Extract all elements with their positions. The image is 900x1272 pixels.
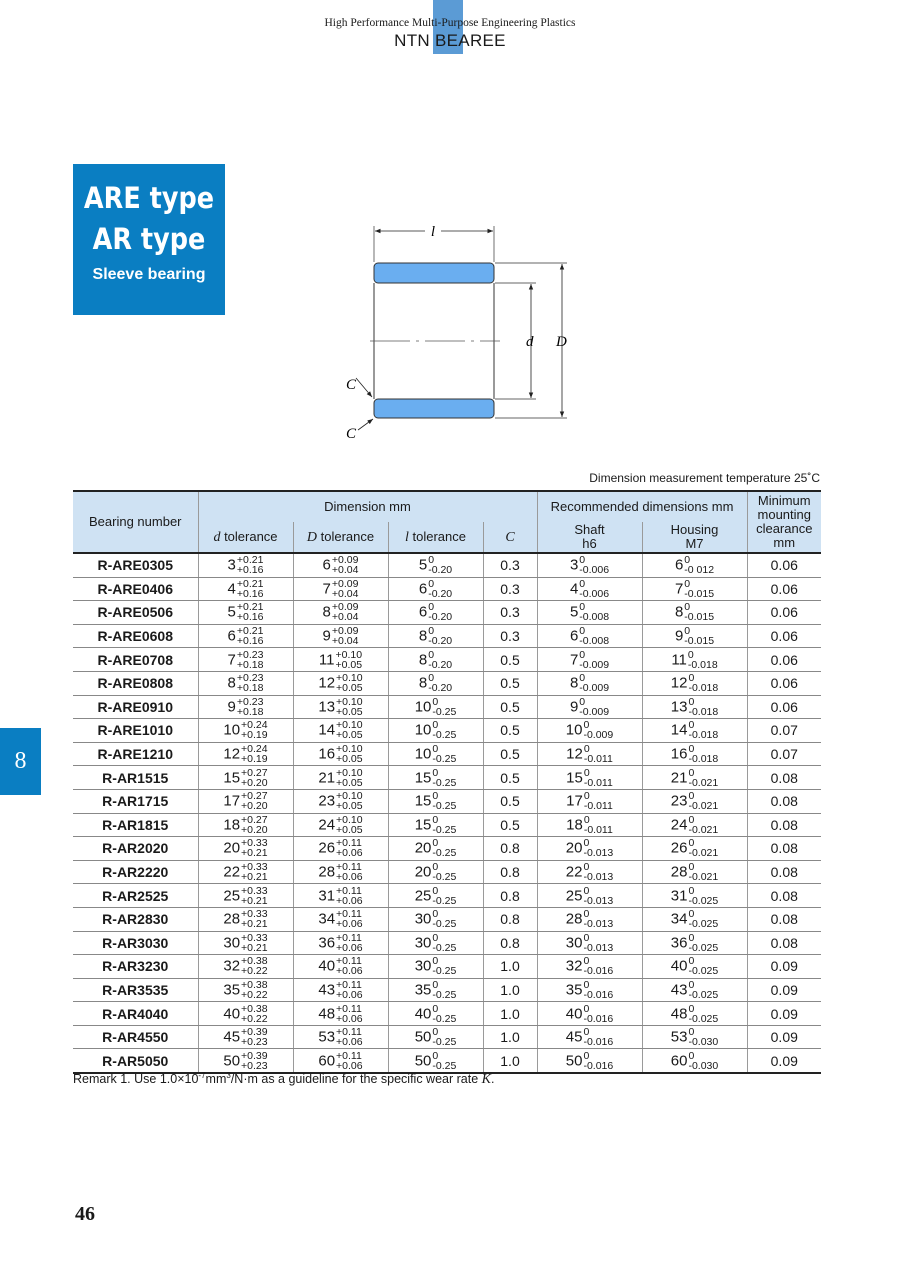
clearance-cell: 0.08 (747, 884, 821, 908)
l-tolerance-cell: 20 0 -0.25 (388, 860, 483, 884)
c-cell: 0.5 (483, 789, 537, 813)
housing-cell: 43 0 -0.025 (642, 978, 747, 1002)
shaft-cell: 12 0 -0.011 (537, 742, 642, 766)
bearing-number-cell: R-AR2020 (73, 837, 198, 861)
bearing-number-cell: R-ARE0808 (73, 671, 198, 695)
d-tolerance-cell: 17 +0.27 +0.20 (198, 789, 293, 813)
table-row (73, 766, 821, 790)
housing-cell: 28 0 -0.021 (642, 860, 747, 884)
c-cell: 0.5 (483, 742, 537, 766)
table-row (73, 1049, 821, 1073)
d-tolerance-cell: 40 +0.38 +0.22 (198, 1002, 293, 1026)
header-min-clearance: Minimum mounting clearance mm (747, 491, 821, 553)
D-tolerance-cell: 14 +0.10 +0.05 (293, 719, 388, 743)
bearing-number-cell: R-AR3030 (73, 931, 198, 955)
d-tolerance-cell: 45 +0.39 +0.23 (198, 1025, 293, 1049)
housing-cell: 48 0 -0.025 (642, 1002, 747, 1026)
D-tolerance-cell: 36 +0.11 +0.06 (293, 931, 388, 955)
bearing-number-cell: R-ARE0406 (73, 577, 198, 601)
c-cell: 0.8 (483, 931, 537, 955)
shaft-cell: 45 0 -0.016 (537, 1025, 642, 1049)
bearing-number-cell: R-AR1515 (73, 766, 198, 790)
c-cell: 0.5 (483, 695, 537, 719)
l-tolerance-cell: 5 0 -0.20 (388, 553, 483, 577)
housing-cell: 34 0 -0.025 (642, 907, 747, 931)
D-tolerance-cell: 11 +0.10 +0.05 (293, 648, 388, 672)
l-tolerance-cell: 25 0 -0.25 (388, 884, 483, 908)
clearance-cell: 0.09 (747, 1025, 821, 1049)
housing-cell: 31 0 -0.025 (642, 884, 747, 908)
D-tolerance-cell: 8 +0.09 +0.04 (293, 601, 388, 625)
shaft-cell: 10 0 -0.009 (537, 719, 642, 743)
housing-cell: 12 0 -0.018 (642, 671, 747, 695)
clearance-cell: 0.08 (747, 766, 821, 790)
d-tolerance-cell: 8 +0.23 +0.18 (198, 671, 293, 695)
c-cell: 0.3 (483, 577, 537, 601)
c-cell: 0.5 (483, 813, 537, 837)
c-cell: 0.3 (483, 601, 537, 625)
bearing-number-cell: R-AR3230 (73, 955, 198, 979)
sleeve-wall-bottom (374, 399, 494, 418)
d-tolerance-cell: 32 +0.38 +0.22 (198, 955, 293, 979)
D-tolerance-cell: 26 +0.11 +0.06 (293, 837, 388, 861)
label-d: d (526, 334, 534, 350)
header-bearing-number: Bearing number (73, 491, 198, 553)
d-tolerance-cell: 50 +0.39 +0.23 (198, 1049, 293, 1073)
table-row (73, 813, 821, 837)
c-cell: 1.0 (483, 1002, 537, 1026)
D-tolerance-cell: 34 +0.11 +0.06 (293, 907, 388, 931)
shaft-cell: 18 0 -0.011 (537, 813, 642, 837)
shaft-cell: 6 0 -0.008 (537, 624, 642, 648)
housing-cell: 8 0 -0.015 (642, 601, 747, 625)
c-cell: 1.0 (483, 1049, 537, 1073)
d-tolerance-cell: 18 +0.27 +0.20 (198, 813, 293, 837)
clearance-cell: 0.08 (747, 837, 821, 861)
c-cell: 0.8 (483, 837, 537, 861)
sleeve-wall-top (374, 263, 494, 283)
d-tolerance-cell: 10 +0.24 +0.19 (198, 719, 293, 743)
D-tolerance-cell: 28 +0.11 +0.06 (293, 860, 388, 884)
sleeve-bearing-diagram (0, 0, 900, 460)
header-recommended: Recommended dimensions mm (537, 491, 747, 522)
D-tolerance-cell: 23 +0.10 +0.05 (293, 789, 388, 813)
table-row (73, 978, 821, 1002)
bearing-number-cell: R-AR2220 (73, 860, 198, 884)
clearance-cell: 0.06 (747, 648, 821, 672)
l-tolerance-cell: 15 0 -0.25 (388, 789, 483, 813)
housing-cell: 14 0 -0.018 (642, 719, 747, 743)
clearance-cell: 0.09 (747, 955, 821, 979)
l-tolerance-cell: 15 0 -0.25 (388, 813, 483, 837)
badge-title-ar: AR type (92, 222, 206, 256)
l-tolerance-cell: 10 0 -0.25 (388, 742, 483, 766)
table-row (73, 837, 821, 861)
housing-cell: 40 0 -0.025 (642, 955, 747, 979)
bearing-number-cell: R-ARE1010 (73, 719, 198, 743)
clearance-cell: 0.08 (747, 931, 821, 955)
d-tolerance-cell: 25 +0.33 +0.21 (198, 884, 293, 908)
clearance-cell: 0.06 (747, 577, 821, 601)
bearing-number-cell: R-ARE0910 (73, 695, 198, 719)
l-tolerance-cell: 50 0 -0.25 (388, 1025, 483, 1049)
D-tolerance-cell: 40 +0.11 +0.06 (293, 955, 388, 979)
bearing-number-cell: R-AR5050 (73, 1049, 198, 1073)
header-shaft: Shaft h6 (537, 522, 642, 553)
D-tolerance-cell: 13 +0.10 +0.05 (293, 695, 388, 719)
clearance-cell: 0.08 (747, 789, 821, 813)
table-row (73, 742, 821, 766)
header-l-tolerance: l tolerance (388, 522, 483, 553)
c-cell: 0.8 (483, 884, 537, 908)
d-tolerance-cell: 7 +0.23 +0.18 (198, 648, 293, 672)
c-cell: 0.8 (483, 907, 537, 931)
c-cell: 1.0 (483, 1025, 537, 1049)
chapter-tab: 8 (0, 728, 41, 795)
bearing-number-cell: R-AR3535 (73, 978, 198, 1002)
D-tolerance-cell: 31 +0.11 +0.06 (293, 884, 388, 908)
housing-cell: 13 0 -0.018 (642, 695, 747, 719)
bearing-number-cell: R-AR4040 (73, 1002, 198, 1026)
shaft-cell: 17 0 -0.011 (537, 789, 642, 813)
table-row (73, 884, 821, 908)
c-cell: 1.0 (483, 955, 537, 979)
bearing-number-cell: R-ARE0305 (73, 553, 198, 577)
clearance-cell: 0.09 (747, 978, 821, 1002)
housing-cell: 60 0 -0.030 (642, 1049, 747, 1073)
header-d-tolerance: d tolerance (198, 522, 293, 553)
bearing-number-cell: R-AR2830 (73, 907, 198, 931)
table-row (73, 860, 821, 884)
header-dimension: Dimension mm (198, 491, 537, 522)
l-tolerance-cell: 8 0 -0.20 (388, 671, 483, 695)
housing-cell: 21 0 -0.021 (642, 766, 747, 790)
d-tolerance-cell: 20 +0.33 +0.21 (198, 837, 293, 861)
housing-cell: 16 0 -0.018 (642, 742, 747, 766)
clearance-cell: 0.06 (747, 553, 821, 577)
shaft-cell: 25 0 -0.013 (537, 884, 642, 908)
table-row (73, 695, 821, 719)
l-tolerance-cell: 8 0 -0.20 (388, 648, 483, 672)
bearing-number-cell: R-ARE0708 (73, 648, 198, 672)
housing-cell: 7 0 -0.015 (642, 577, 747, 601)
clearance-cell: 0.09 (747, 1049, 821, 1073)
table-row (73, 907, 821, 931)
l-tolerance-cell: 20 0 -0.25 (388, 837, 483, 861)
label-D: D (556, 334, 567, 350)
c-cell: 0.5 (483, 648, 537, 672)
c-cell: 0.3 (483, 624, 537, 648)
d-tolerance-cell: 30 +0.33 +0.21 (198, 931, 293, 955)
c-cell: 0.5 (483, 766, 537, 790)
shaft-cell: 20 0 -0.013 (537, 837, 642, 861)
table-row (73, 719, 821, 743)
clearance-cell: 0.09 (747, 1002, 821, 1026)
l-tolerance-cell: 40 0 -0.25 (388, 1002, 483, 1026)
c-cell: 0.5 (483, 719, 537, 743)
c-cell: 0.3 (483, 553, 537, 577)
shaft-cell: 32 0 -0.016 (537, 955, 642, 979)
D-tolerance-cell: 53 +0.11 +0.06 (293, 1025, 388, 1049)
badge-subtitle: Sleeve bearing (92, 266, 206, 283)
clearance-cell: 0.07 (747, 719, 821, 743)
label-l: l (430, 224, 436, 240)
table-row (73, 789, 821, 813)
shaft-cell: 50 0 -0.016 (537, 1049, 642, 1073)
header-title: NTN BEAREE (394, 31, 506, 50)
c-cell: 1.0 (483, 978, 537, 1002)
clearance-cell: 0.08 (747, 860, 821, 884)
d-tolerance-cell: 22 +0.33 +0.21 (198, 860, 293, 884)
shaft-cell: 40 0 -0.016 (537, 1002, 642, 1026)
shaft-cell: 15 0 -0.011 (537, 766, 642, 790)
bearing-number-cell: R-ARE0608 (73, 624, 198, 648)
table-row (73, 1025, 821, 1049)
temperature-note: Dimension measurement temperature 25˚C (589, 471, 820, 485)
d-tolerance-cell: 28 +0.33 +0.21 (198, 907, 293, 931)
dimension-table (73, 490, 821, 1074)
badge-title-are: ARE type (83, 181, 215, 215)
D-tolerance-cell: 9 +0.09 +0.04 (293, 624, 388, 648)
D-tolerance-cell: 24 +0.10 +0.05 (293, 813, 388, 837)
D-tolerance-cell: 6 +0.09 +0.04 (293, 553, 388, 577)
page-number: 46 (75, 1203, 95, 1225)
d-tolerance-cell: 15 +0.27 +0.20 (198, 766, 293, 790)
D-tolerance-cell: 43 +0.11 +0.06 (293, 978, 388, 1002)
l-tolerance-cell: 10 0 -0.25 (388, 695, 483, 719)
housing-cell: 6 0 -0 012 (642, 553, 747, 577)
D-tolerance-cell: 7 +0.09 +0.04 (293, 577, 388, 601)
shaft-cell: 4 0 -0.006 (537, 577, 642, 601)
label-c-upper: C (346, 377, 357, 393)
clearance-cell: 0.06 (747, 624, 821, 648)
shaft-cell: 35 0 -0.016 (537, 978, 642, 1002)
c-cell: 0.8 (483, 860, 537, 884)
bearing-number-cell: R-AR1815 (73, 813, 198, 837)
table-row (73, 553, 821, 577)
table-row (73, 955, 821, 979)
label-c-lower: C (346, 426, 357, 442)
l-tolerance-cell: 30 0 -0.25 (388, 931, 483, 955)
clearance-cell: 0.06 (747, 695, 821, 719)
bearing-number-cell: R-AR2525 (73, 884, 198, 908)
l-tolerance-cell: 8 0 -0.20 (388, 624, 483, 648)
shaft-cell: 5 0 -0.008 (537, 601, 642, 625)
l-tolerance-cell: 35 0 -0.25 (388, 978, 483, 1002)
table-row (73, 577, 821, 601)
housing-cell: 9 0 -0.015 (642, 624, 747, 648)
header-housing: Housing M7 (642, 522, 747, 553)
shaft-cell: 30 0 -0.013 (537, 931, 642, 955)
bearing-number-cell: R-AR1715 (73, 789, 198, 813)
l-tolerance-cell: 15 0 -0.25 (388, 766, 483, 790)
clearance-cell: 0.06 (747, 671, 821, 695)
l-tolerance-cell: 6 0 -0.20 (388, 601, 483, 625)
header-subtitle: High Performance Multi-Purpose Engineering Plastics (324, 17, 576, 29)
shaft-cell: 28 0 -0.013 (537, 907, 642, 931)
bearing-number-cell: R-AR4550 (73, 1025, 198, 1049)
clearance-cell: 0.08 (747, 813, 821, 837)
header-c: C (483, 522, 537, 553)
D-tolerance-cell: 16 +0.10 +0.05 (293, 742, 388, 766)
housing-cell: 24 0 -0.021 (642, 813, 747, 837)
d-tolerance-cell: 6 +0.21 +0.16 (198, 624, 293, 648)
housing-cell: 53 0 -0.030 (642, 1025, 747, 1049)
clearance-cell: 0.07 (747, 742, 821, 766)
clearance-cell: 0.06 (747, 601, 821, 625)
shaft-cell: 3 0 -0.006 (537, 553, 642, 577)
bearing-number-cell: R-ARE1210 (73, 742, 198, 766)
l-tolerance-cell: 30 0 -0.25 (388, 955, 483, 979)
table-row (73, 601, 821, 625)
clearance-cell: 0.08 (747, 907, 821, 931)
d-tolerance-cell: 12 +0.24 +0.19 (198, 742, 293, 766)
d-tolerance-cell: 9 +0.23 +0.18 (198, 695, 293, 719)
l-tolerance-cell: 50 0 -0.25 (388, 1049, 483, 1073)
shaft-cell: 8 0 -0.009 (537, 671, 642, 695)
table-row (73, 624, 821, 648)
d-tolerance-cell: 3 +0.21 +0.16 (198, 553, 293, 577)
d-tolerance-cell: 4 +0.21 +0.16 (198, 577, 293, 601)
housing-cell: 11 0 -0.018 (642, 648, 747, 672)
D-tolerance-cell: 12 +0.10 +0.05 (293, 671, 388, 695)
housing-cell: 26 0 -0.021 (642, 837, 747, 861)
c-cell: 0.5 (483, 671, 537, 695)
table-row (73, 648, 821, 672)
housing-cell: 36 0 -0.025 (642, 931, 747, 955)
table-row (73, 671, 821, 695)
l-tolerance-cell: 10 0 -0.25 (388, 719, 483, 743)
D-tolerance-cell: 60 +0.11 +0.06 (293, 1049, 388, 1073)
header-D-tolerance: D tolerance (293, 522, 388, 553)
D-tolerance-cell: 48 +0.11 +0.06 (293, 1002, 388, 1026)
l-tolerance-cell: 30 0 -0.25 (388, 907, 483, 931)
table-row (73, 1002, 821, 1026)
housing-cell: 23 0 -0.021 (642, 789, 747, 813)
bearing-number-cell: R-ARE0506 (73, 601, 198, 625)
D-tolerance-cell: 21 +0.10 +0.05 (293, 766, 388, 790)
shaft-cell: 22 0 -0.013 (537, 860, 642, 884)
table-row (73, 931, 821, 955)
d-tolerance-cell: 5 +0.21 +0.16 (198, 601, 293, 625)
shaft-cell: 7 0 -0.009 (537, 648, 642, 672)
remark-note: Remark 1. Use $1.0\times 10^{-7}mm^3/N\cdot m$ as a guideline for the specific wear rate K. (73, 1071, 495, 1088)
l-tolerance-cell: 6 0 -0.20 (388, 577, 483, 601)
shaft-cell: 9 0 -0.009 (537, 695, 642, 719)
d-tolerance-cell: 35 +0.38 +0.22 (198, 978, 293, 1002)
